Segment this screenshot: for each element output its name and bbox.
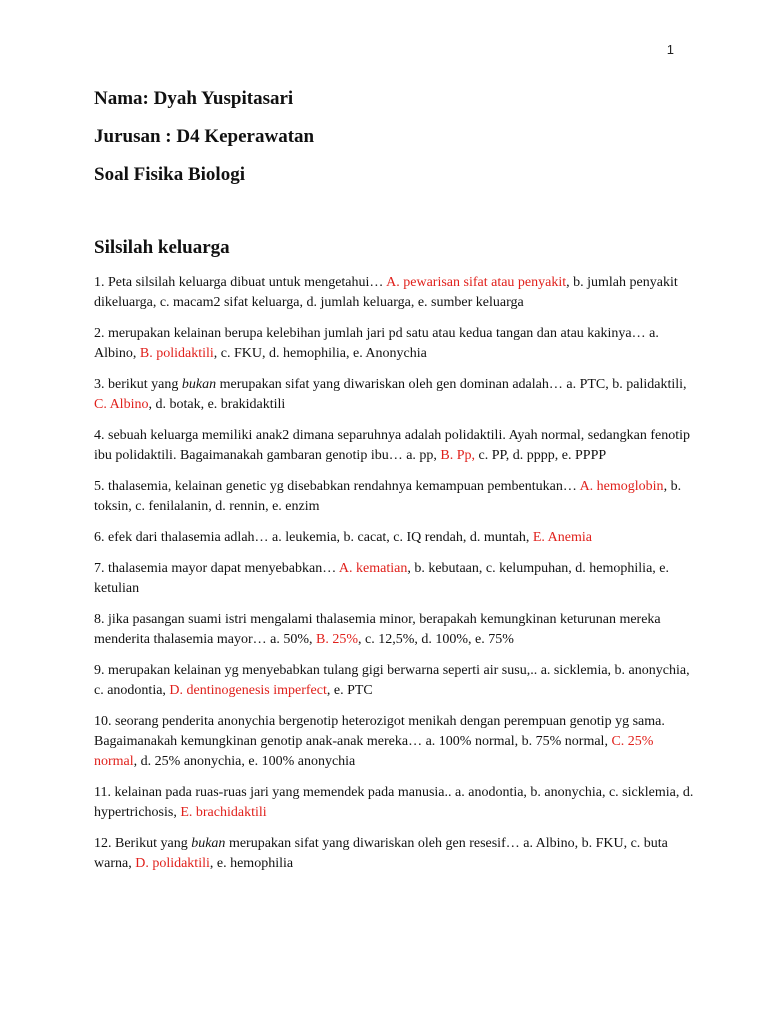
emphasis-text: bukan <box>191 836 226 851</box>
answer-highlight: A. hemoglobin <box>579 479 664 494</box>
question-text: 8. jika pasangan suami istri mengalami thalasemia minor, berapakah kemungkinan keturunan mereka menderita thalasemia mayor… a. 50%, <box>94 612 661 647</box>
question-text: 3. berikut yang <box>94 377 182 392</box>
question-text: 4. sebuah keluarga memiliki anak2 dimana separuhnya adalah polidaktili. Ayah normal, sedangkan fenotip ibu polidaktili. Bagaimanakah gambaran genotip ibu… a. pp, <box>94 428 691 463</box>
question-text: 1. Peta silsilah keluarga dibuat untuk mengetahui… <box>94 275 387 290</box>
question-item <box>94 375 694 415</box>
question-item <box>94 528 694 548</box>
answer-highlight: E. brachidaktili <box>180 805 267 820</box>
student-name: Nama: Dyah Yuspitasari <box>94 88 294 109</box>
question-item <box>94 783 694 823</box>
question-list <box>94 273 694 885</box>
question-text: , c. FKU, d. hemophilia, e. Anonychia <box>213 346 427 361</box>
answer-highlight: C. Albino <box>94 397 149 412</box>
answer-highlight: B. 25% <box>315 632 358 647</box>
question-item <box>94 610 694 650</box>
question-item <box>94 477 694 517</box>
question-text: merupakan sifat yang diwariskan oleh gen dominan adalah… a. PTC, b. palidaktili, <box>216 377 687 392</box>
answer-highlight: B. Pp, <box>440 448 476 463</box>
question-text: merupakan sifat yang diwariskan oleh gen resesif… a. Albino, b. FKU, c. buta warna, <box>94 836 668 871</box>
answer-highlight: D. dentinogenesis imperfect <box>169 683 327 698</box>
question-text: c. PP, d. pppp, e. PPPP <box>475 448 607 463</box>
page-number: 1 <box>666 42 674 57</box>
answer-highlight: C. 25% normal <box>94 734 654 769</box>
document-header <box>94 86 694 200</box>
question-text: , b. toksin, c. fenilalanin, d. rennin, e. enzim <box>94 479 682 514</box>
question-text: , d. botak, e. brakidaktili <box>148 397 286 412</box>
question-item <box>94 712 694 772</box>
section-title: Silsilah keluarga <box>94 237 230 258</box>
question-text: 10. seorang penderita anonychia bergenotip heterozigot menikah dengan perempuan genotip yg sama. Bagaimanakah kemungkinan genotip anak-anak mereka… a. 100% normal, b. 75% normal, <box>94 714 665 749</box>
question-text: 11. kelainan pada ruas-ruas jari yang memendek pada manusia.. a. anodontia, b. anonychia, c. sicklemia, d. hypertrichosis, <box>94 785 694 820</box>
question-text: 12. Berikut yang <box>94 836 192 851</box>
question-text: , d. 25% anonychia, e. 100% anonychia <box>133 754 356 769</box>
question-text: 6. efek dari thalasemia adlah… a. leukemia, b. cacat, c. IQ rendah, d. muntah, <box>94 530 533 545</box>
question-item <box>94 426 694 466</box>
question-text: , b. kebutaan, c. kelumpuhan, d. hemophilia, e. ketulian <box>94 561 669 596</box>
student-major: Jurusan : D4 Keperawatan <box>94 126 315 147</box>
question-text: 7. thalasemia mayor dapat menyebabkan… <box>94 561 339 576</box>
answer-highlight: B. polidaktili <box>139 346 214 361</box>
question-text: 5. thalasemia, kelainan genetic yg disebabkan rendahnya kemampuan pembentukan… <box>94 479 580 494</box>
answer-highlight: D. polidaktili <box>135 856 210 871</box>
question-text: , e. PTC <box>326 683 373 698</box>
question-text: 2. merupakan kelainan berupa kelebihan jumlah jari pd satu atau kedua tangan dan atau kakinya… a. Albino, <box>94 326 659 361</box>
question-item <box>94 273 694 313</box>
answer-highlight: A. pewarisan sifat atau penyakit <box>386 275 567 290</box>
emphasis-text: bukan <box>181 377 217 392</box>
question-item <box>94 324 694 364</box>
question-item <box>94 834 694 874</box>
question-item <box>94 559 694 599</box>
question-text: , e. hemophilia <box>209 856 294 871</box>
question-text: , c. 12,5%, d. 100%, e. 75% <box>357 632 514 647</box>
answer-highlight: A. kematian <box>338 561 408 576</box>
question-item <box>94 661 694 701</box>
question-text: 9. merupakan kelainan yg menyebabkan tulang gigi berwarna seperti air susu,.. a. sicklemia, b. anonychia, c. anodontia, <box>94 663 690 698</box>
answer-highlight: E. Anemia <box>532 530 592 545</box>
question-text: , b. jumlah penyakit dikeluarga, c. macam2 sifat keluarga, d. jumlah keluarga, e. sumber keluarga <box>94 275 678 310</box>
subject-title: Soal Fisika Biologi <box>94 164 245 185</box>
